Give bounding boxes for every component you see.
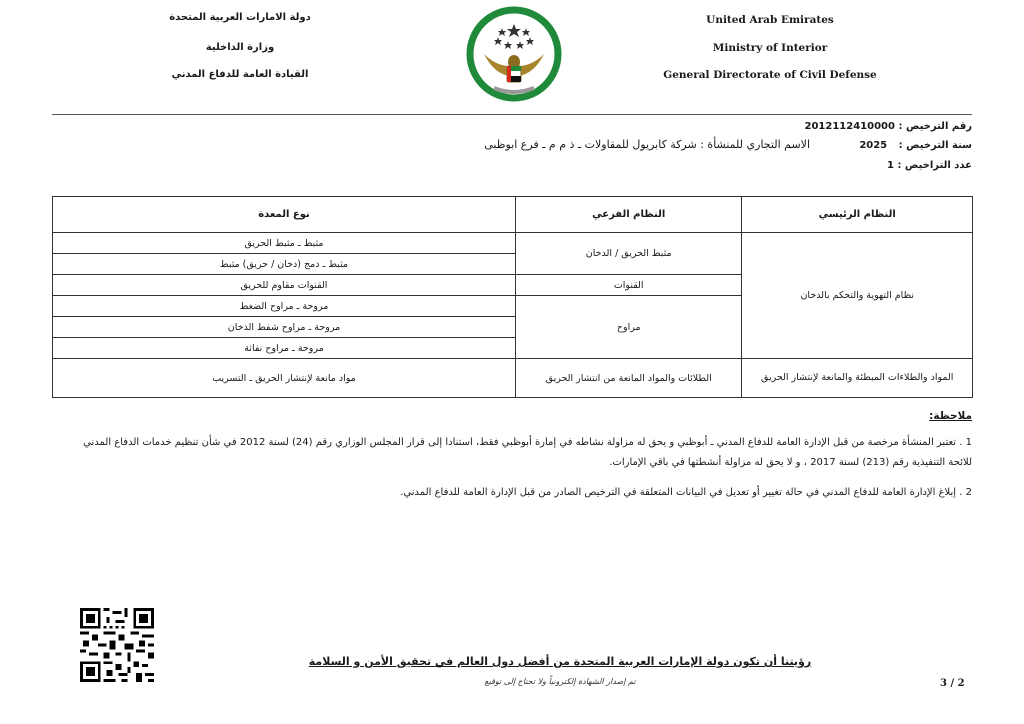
header-en-country: United Arab Emirates (706, 14, 834, 26)
table-row (53, 233, 973, 254)
header-divider (52, 114, 972, 115)
license-number-label: رقم الترخيص : (898, 121, 972, 132)
header-sub-system: النظام الفرعي (515, 197, 742, 233)
sub-system-cell: مثبط الحريق / الدخان (515, 233, 742, 275)
equipment-cell: مروحة ـ مراوح شفط الدخان (53, 317, 516, 338)
note-item-2: 2 . إبلاغ الإدارة العامة للدفاع المدني في حالة تغيير أو تعديل في البيانات المتعلقة في الترخيص الصادر من قبل الإدارة العامة للدفاع المدني. (400, 487, 972, 498)
sub-system-cell: الطلائات والمواد المانعة من انتشار الحريق (515, 359, 742, 398)
equipment-cell: مثبط ـ مثبط الحريق (53, 233, 516, 254)
table-row (53, 359, 973, 398)
page-number: 3 / 2 (940, 678, 965, 689)
qr-code-icon (80, 606, 154, 684)
license-year-value: 2025 (859, 140, 888, 151)
systems-table (52, 196, 973, 398)
equipment-cell: مروحة ـ مراوح نفاثة (53, 338, 516, 359)
equipment-cell: مروحة ـ مراوح الضغط (53, 296, 516, 317)
equipment-cell: مواد مانعة لإنتشار الحريق ـ التسريب (53, 359, 516, 398)
license-number (805, 121, 972, 132)
header-en-ministry: Ministry of Interior (712, 42, 828, 54)
equipment-cell: القنوات مقاوم للحريق (53, 275, 516, 296)
license-year-label: سنة الترخيص : (898, 140, 972, 151)
header-en-directorate: General Directorate of Civil Defense (663, 69, 877, 81)
equipment-cell: مثبط ـ دمج (دخان / حريق) مثبط (53, 254, 516, 275)
electronic-issue-note: تم إصدار الشهادة إلكترونياً ولا تحتاج إلى توقيع (484, 677, 636, 686)
notes-title: ملاحظة: (929, 410, 972, 422)
trade-name-value: شركة كابريول للمقاولات ـ ذ م م ـ فرع ابوظبى (484, 138, 697, 151)
sub-system-cell: القنوات (515, 275, 742, 296)
vision-slogan: رؤيتنا أن تكون دولة الإمارات العربية المتحدة من أفضل دول العالم في تحقيق الأمن و السلامة (308, 655, 812, 668)
header-ar-directorate: القيادة العامة للدفاع المدني (171, 69, 309, 80)
uae-emblem-icon (464, 4, 564, 104)
header-ar-ministry: وزارة الداخلية (205, 42, 275, 53)
license-count (887, 160, 972, 171)
header-main-system: النظام الرئيسي (742, 197, 973, 233)
main-system-cell: المواد والطلاءات المبطئة والمانعة لإنتشار الحريق (742, 359, 973, 398)
trade-name-label: الاسم التجاري للمنشأة : (700, 138, 810, 151)
license-year (859, 140, 972, 151)
license-number-value: 2012112410000 (804, 121, 895, 132)
license-count-value: 1 (887, 160, 894, 171)
header-ar-country: دولة الامارات العربية المتحدة (169, 12, 311, 23)
note-item-1: 1 . تعتبر المنشأة مرخصة من قبل الإدارة العامة للدفاع المدني ـ أبوظبي و يحق له مزاولة نشاطه في إمارة أبوظبي فقط، استنادا إلى قرار المجلس الوزاري رقم (24) لسنة 2012 في شأن تنظيم خدمات الدفاع المدني للائحة التنفيذية رقم (213) لسنة 2017 ، و لا يحق له مزاولة أنشطتها في باقي الإمارات. (83, 437, 972, 468)
license-count-label: عدد التراخيص : (897, 160, 972, 171)
sub-system-cell: مراوح (515, 296, 742, 359)
table-header-row (53, 197, 973, 233)
main-system-cell: نظام التهوية والتحكم بالدخان (742, 233, 973, 359)
header-equipment-type: نوع المعدة (53, 197, 516, 233)
trade-name (440, 138, 810, 151)
